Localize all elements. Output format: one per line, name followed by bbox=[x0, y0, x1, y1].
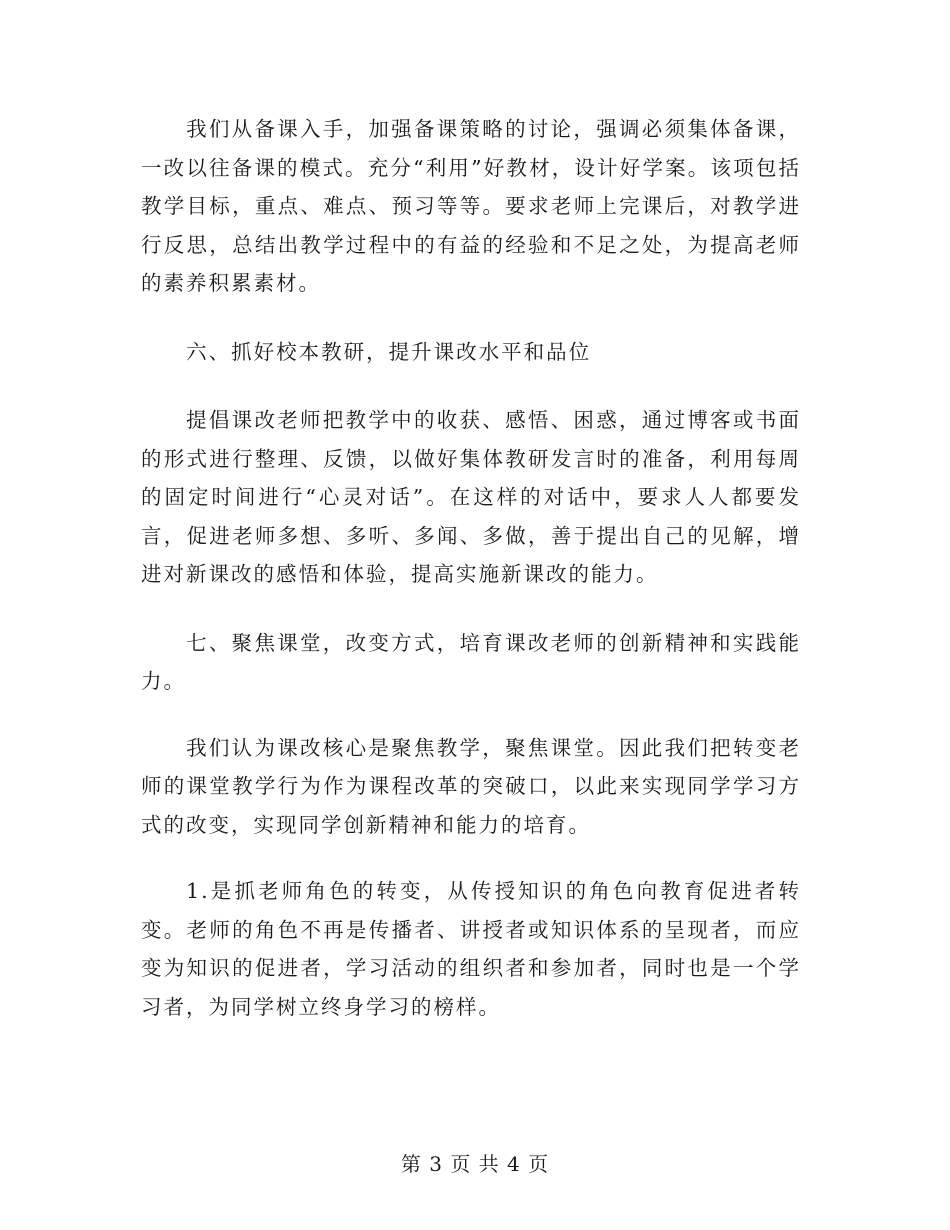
heading-section-seven: 七、聚焦课堂，改变方式，培育课改老师的创新精神和实践能力。 bbox=[141, 630, 801, 693]
heading-section-six: 六、抓好校本教研，提升课改水平和品位 bbox=[186, 339, 592, 364]
document-body bbox=[141, 110, 801, 1026]
paragraph-teacher-role: 1.是抓老师角色的转变，从传授知识的角色向教育促进者转变。老师的角色不再是传播者、讲授者或知识体系的呈现者，而应变为知识的促进者，学习活动的组织者和参加者，同时也是一个学习者，为同学树立终身学习的榜样。 bbox=[141, 879, 801, 1019]
paragraph-lesson-preparation: 我们从备课入手，加强备课策略的讨论，强调必须集体备课，一改以往备课的模式。充分“利用”好教材，设计好学案。该项包括教学目标，重点、难点、预习等等。要求老师上完课后，对教学进行反思，总结出教学过程中的有益的经验和不足之处，为提高老师的素养积累素材。 bbox=[141, 117, 801, 295]
page-number-footer: 第 3 页 共 4 页 bbox=[400, 1152, 550, 1176]
paragraph-teaching-research: 提倡课改老师把教学中的收获、感悟、困惑，通过博客或书面的形式进行整理、反馈，以做好集体教研发言时的准备，利用每周的固定时间进行“心灵对话”。在这样的对话中，要求人人都要发言，促进老师多想、多听、多闻、多做，善于提出自己的见解，增进对新课改的感悟和体验，提高实施新课改的能力。 bbox=[141, 408, 801, 586]
paragraph-classroom-focus: 我们认为课改核心是聚焦教学，聚焦课堂。因此我们把转变老师的课堂教学行为作为课程改革的突破口，以此来实现同学学习方式的改变，实现同学创新精神和能力的培育。 bbox=[141, 735, 801, 837]
